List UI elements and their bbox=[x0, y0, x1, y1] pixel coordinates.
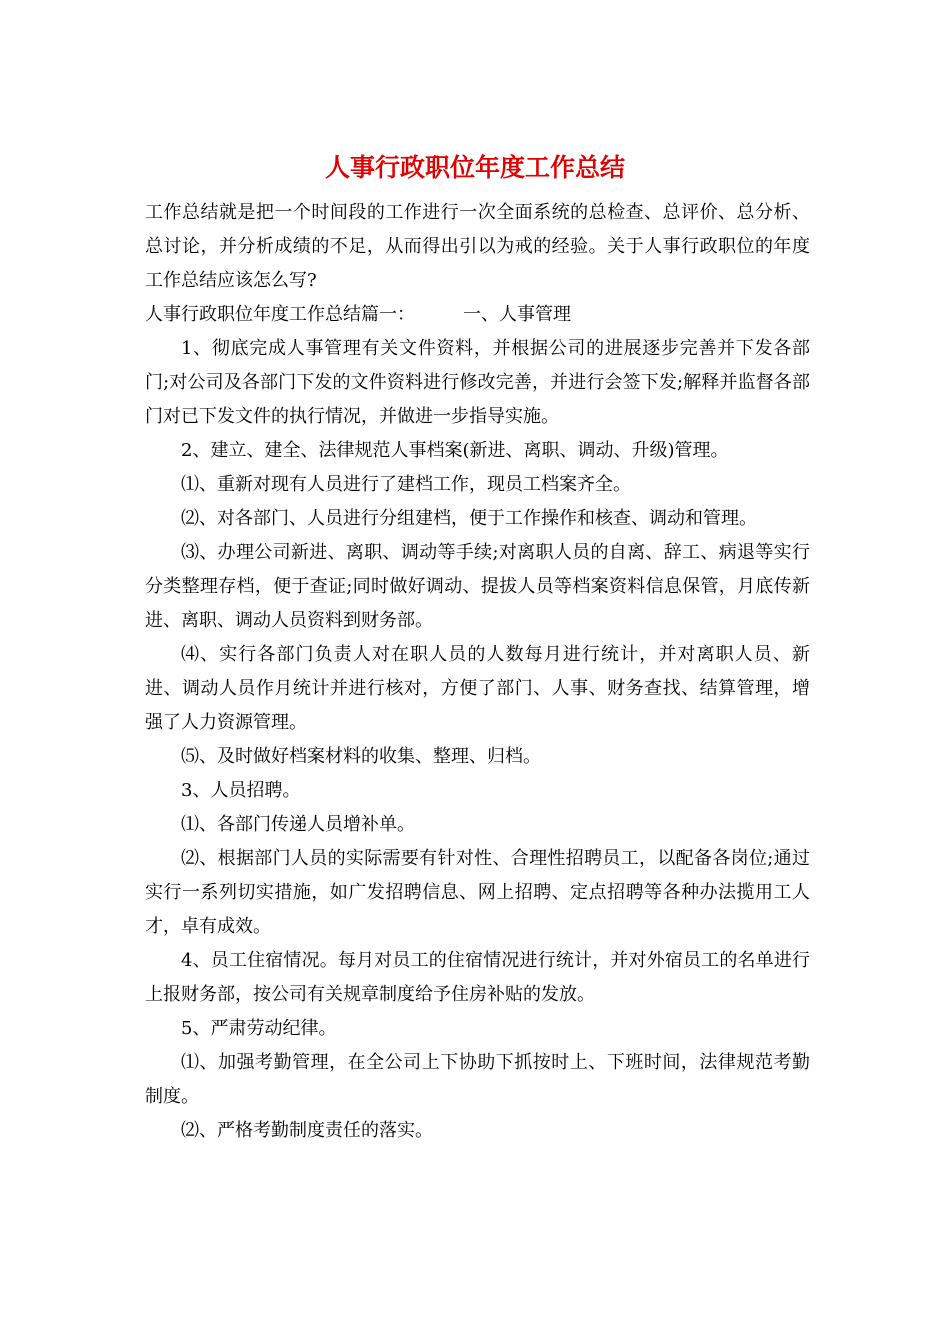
paragraph: 5、严肃劳动纪律。 bbox=[181, 1018, 337, 1039]
section-line bbox=[145, 298, 810, 332]
document-body bbox=[145, 196, 810, 1148]
paragraph: ⑴、重新对现有人员进行了建档工作，现员工档案齐全。 bbox=[181, 474, 631, 495]
paragraph: ⑵、严格考勤制度责任的落实。 bbox=[181, 1120, 433, 1141]
paragraph: 4、员工住宿情况。每月对员工的住宿情况进行统计，并对外宿员工的名单进行上报财务部，按公司有关规章制度给予住房补贴的发放。 bbox=[145, 950, 810, 1005]
document-title: 人事行政职位年度工作总结 bbox=[324, 153, 625, 182]
paragraph: 3、人员招聘。 bbox=[181, 780, 301, 801]
paragraph: ⑴、加强考勤管理，在全公司上下协助下抓按时上、下班时间，法律规范考勤制度。 bbox=[145, 1052, 810, 1107]
paragraph: 1、彻底完成人事管理有关文件资料，并根据公司的进展逐步完善并下发各部门;对公司及各部门下发的文件资料进行修改完善，并进行会签下发;解释并监督各部门对已下发文件的执行情况，并做进一步指导实施。 bbox=[145, 338, 810, 427]
paragraph: ⑸、及时做好档案材料的收集、整理、归档。 bbox=[181, 746, 541, 767]
section-heading: 一、人事管理 bbox=[463, 304, 571, 325]
paragraph: ⑵、根据部门人员的实际需要有针对性、合理性招聘员工，以配备各岗位;通过实行一系列切实措施，如广发招聘信息、网上招聘、定点招聘等各种办法揽用工人才，卓有成效。 bbox=[145, 848, 810, 937]
paragraph: ⑴、各部门传递人员增补单。 bbox=[181, 814, 415, 835]
paragraph: 2、建立、建全、法律规范人事档案(新进、离职、调动、升级)管理。 bbox=[181, 440, 729, 461]
intro-paragraph: 工作总结就是把一个时间段的工作进行一次全面系统的总检查、总评价、总分析、总讨论，并分析成绩的不足，从而得出引以为戒的经验。关于人事行政职位的年度工作总结应该怎么写? bbox=[145, 202, 810, 291]
paragraph: ⑷、实行各部门负责人对在职人员的人数每月进行统计，并对离职人员、新进、调动人员作月统计并进行核对，方便了部门、人事、财务查找、结算管理，增强了人力资源管理。 bbox=[145, 644, 810, 733]
paragraph: ⑵、对各部门、人员进行分组建档，便于工作操作和核查、调动和管理。 bbox=[181, 508, 757, 529]
paragraph: ⑶、办理公司新进、离职、调动等手续;对离职人员的自离、辞工、病退等实行分类整理存档，便于查证;同时做好调动、提拔人员等档案资料信息保管，月底传新进、离职、调动人员资料到财务部。 bbox=[145, 542, 810, 631]
section-label: 人事行政职位年度工作总结篇一： bbox=[145, 304, 415, 325]
